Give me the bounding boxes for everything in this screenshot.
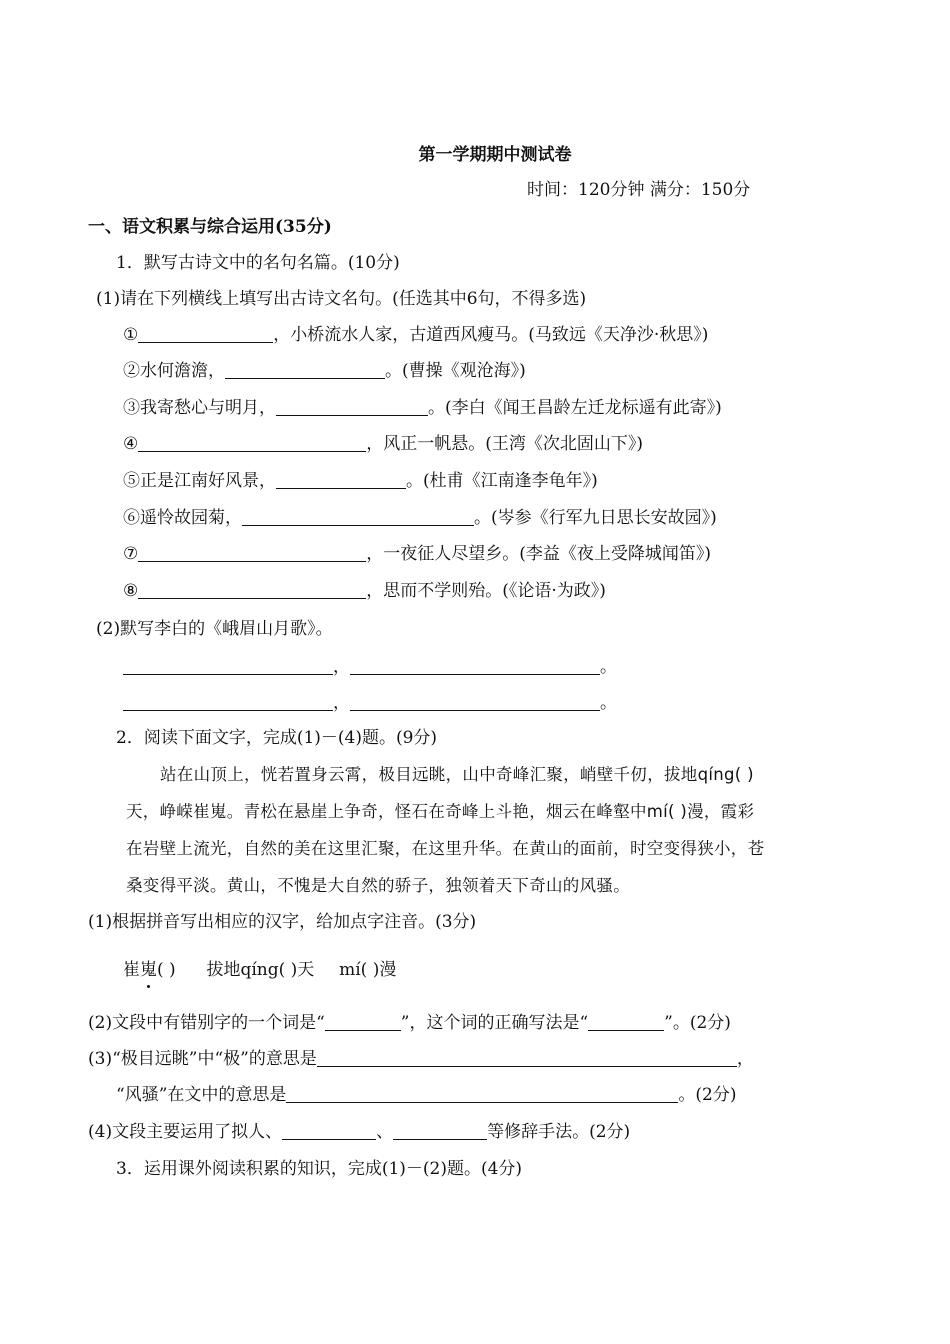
item-text: ，思而不学则殆。(《论语·为政》) [366, 581, 606, 601]
question-2-part-3-b [116, 1084, 736, 1106]
item-number: ① [123, 325, 139, 345]
item-text: ，小桥流水人家，古道西风瘦马。(马致远《天净沙·秋思》) [273, 325, 709, 345]
word-char: 崔 [123, 960, 140, 980]
item-text: 。(李白《闻王昌龄左迁龙标遥有此寄》) [428, 398, 722, 418]
period: 。 [600, 657, 617, 677]
answer-blank[interactable] [276, 471, 406, 489]
question-1-part-2: (2)默写李白的《峨眉山月歌》。 [96, 619, 333, 639]
answer-blank[interactable] [138, 434, 366, 452]
poem-item-7 [123, 543, 711, 565]
answer-blank[interactable] [242, 508, 474, 526]
item-text: 。(岑参《行军九日思长安故园》) [474, 508, 717, 528]
answer-blank[interactable] [138, 325, 273, 343]
dotted-char: 嵬 [140, 960, 157, 980]
item-text: 。(杜甫《江南逢李龟年》) [406, 471, 598, 491]
period: 。 [600, 693, 617, 713]
answer-blank[interactable] [588, 1013, 664, 1031]
poem-item-6 [123, 507, 717, 529]
answer-paren[interactable]: ( ) [157, 960, 176, 980]
answer-blank[interactable] [286, 1085, 678, 1103]
answer-blank[interactable] [138, 581, 366, 599]
comma: ， [333, 693, 350, 713]
item-number: ⑧ [123, 581, 139, 601]
answer-blank[interactable] [225, 361, 385, 379]
section-heading: 一、语文积累与综合运用(35分) [88, 217, 332, 237]
poem-item-4 [123, 433, 643, 455]
question-2-part-4 [88, 1121, 630, 1143]
question-text: (4)文段主要运用了拟人、 [88, 1122, 283, 1142]
item-text: 。(曹操《观沧海》) [385, 361, 526, 381]
exam-meta: 时间：120分钟 满分：150分 [527, 180, 751, 200]
passage-line: 在岩壁上流光，自然的美在这里汇聚，在这里升华。在黄山的面前，时空变得狭小，苍 [126, 839, 765, 858]
question-text: ”。(2分) [664, 1013, 731, 1033]
answer-blank[interactable] [276, 398, 428, 416]
answer-blank[interactable] [350, 657, 600, 675]
item-text: ，风正一帆悬。(王湾《次北固山下》) [366, 434, 644, 454]
poem-recite-line-1 [123, 656, 617, 678]
pinyin-item[interactable]: 拔地qíng( )天 [206, 960, 315, 980]
passage-line: 天，峥嵘崔嵬。青松在悬崖上争奇，怪石在奇峰上斗艳，烟云在峰壑中mí( )漫，霞彩 [126, 802, 755, 821]
question-text: 、 [376, 1122, 394, 1142]
dotted-word [123, 960, 176, 980]
answer-blank[interactable] [123, 693, 333, 711]
item-text: ，一夜征人尽望乡。(李益《夜上受降城闻笛》) [366, 544, 712, 564]
answer-blank[interactable] [393, 1122, 487, 1140]
item-text: 遥怜故园菊， [140, 508, 242, 528]
poem-recite-line-2 [123, 692, 617, 714]
passage-line: 桑变得平淡。黄山，不愧是大自然的骄子，独领着天下奇山的风骚。 [126, 876, 630, 895]
item-text: 正是江南好风景， [140, 471, 276, 491]
item-number: ⑤ [123, 471, 140, 491]
question-text: ， [736, 1049, 754, 1069]
question-3: 3．运用课外阅读积累的知识，完成(1)－(2)题。(4分) [116, 1159, 523, 1179]
item-number: ② [123, 361, 140, 381]
question-2: 2．阅读下面文字，完成(1)－(4)题。(9分) [116, 728, 438, 748]
answer-blank[interactable] [350, 693, 600, 711]
question-text: 等修辞手法。(2分) [487, 1122, 631, 1142]
answer-blank[interactable] [123, 657, 333, 675]
answer-blank[interactable] [138, 544, 366, 562]
pinyin-item[interactable]: mí( )漫 [339, 960, 397, 980]
item-number: ④ [123, 434, 139, 454]
question-text: “风骚”在文中的意思是 [116, 1085, 287, 1105]
poem-item-3 [123, 397, 722, 419]
poem-item-5 [123, 470, 598, 492]
question-2-part-1: (1)根据拼音写出相应的汉字，给加点字注音。(3分) [88, 912, 477, 932]
pinyin-items [123, 959, 396, 981]
answer-blank[interactable] [317, 1049, 737, 1067]
question-2-part-2 [88, 1012, 731, 1034]
item-number: ③ [123, 398, 140, 418]
item-number: ⑥ [123, 508, 140, 528]
answer-blank[interactable] [325, 1013, 401, 1031]
answer-blank[interactable] [282, 1122, 376, 1140]
poem-item-8 [123, 580, 606, 602]
item-text: 水何澹澹， [140, 361, 225, 381]
question-text: ”，这个词的正确写法是“ [400, 1013, 589, 1033]
question-1: 1．默写古诗文中的名句名篇。(10分) [116, 253, 400, 273]
page-title: 第一学期期中测试卷 [418, 145, 572, 165]
passage-line: 站在山顶上，恍若置身云霄，极目远眺，山中奇峰汇聚，峭壁千仞，拔地qíng( ) [160, 765, 754, 784]
item-text: 我寄愁心与明月， [140, 398, 276, 418]
question-text: 。(2分) [678, 1085, 737, 1105]
question-2-part-3 [88, 1048, 754, 1070]
question-text: (3)“极目远眺”中“极”的意思是 [88, 1049, 317, 1069]
poem-item-2 [123, 360, 526, 382]
item-number: ⑦ [123, 544, 139, 564]
comma: ， [333, 657, 350, 677]
question-text: (2)文段中有错别字的一个词是“ [88, 1013, 325, 1033]
question-1-part-1: (1)请在下列横线上填写出古诗文名句。(任选其中6句，不得多选) [96, 289, 587, 309]
poem-item-1 [123, 324, 708, 346]
